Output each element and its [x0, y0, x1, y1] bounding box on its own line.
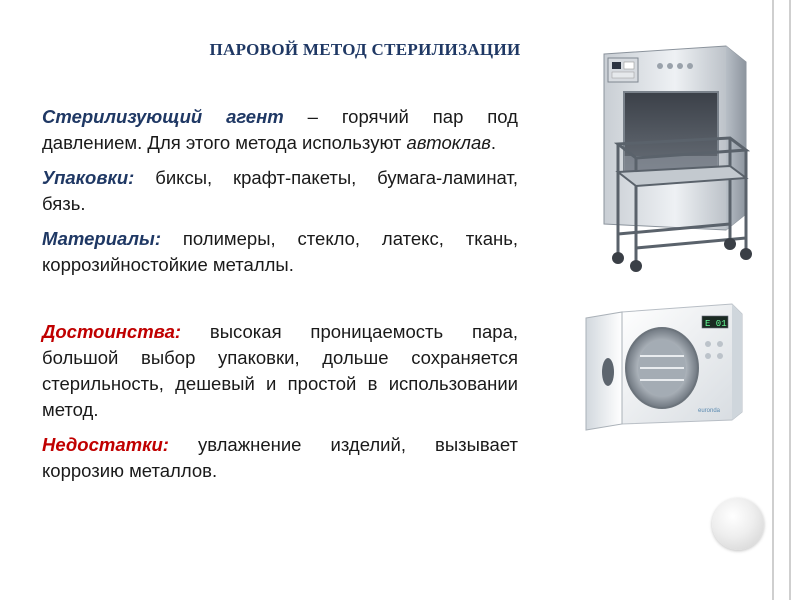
display-reading: E 01 [705, 319, 727, 329]
paragraph-packaging [42, 165, 518, 217]
content-text [42, 104, 518, 493]
decor-line [772, 0, 774, 600]
paragraph-agent [42, 104, 518, 156]
disadvantages-text: увлажнение изделий, вызывает коррозию металлов. [42, 434, 518, 481]
agent-emphasis: автоклав [406, 132, 491, 153]
agent-tail: . [490, 132, 497, 153]
paragraph-materials [42, 226, 518, 278]
label-advantages: Достоинства: [42, 321, 182, 342]
label-materials: Материалы: [42, 228, 162, 249]
autoclave-large-image [596, 44, 768, 272]
advantages-text: высокая проницаемость пара, большой выбор упаковки, дольше сохраняется стерильность, дешевый и простой в использовании метод. [42, 321, 518, 420]
agent-text: – горячий пар под давлением. Для этого метода используют [42, 106, 518, 153]
paragraph-disadvantages [42, 432, 518, 484]
page-title: ПАРОВОЙ МЕТОД СТЕРИЛИЗАЦИИ [209, 40, 521, 59]
label-packaging: Упаковки: [42, 167, 135, 188]
autoclave-small-image [582, 300, 744, 440]
label-agent: Стерилизующий агент [42, 106, 284, 127]
brand-text: euronda [698, 408, 721, 414]
decor-line [789, 0, 791, 600]
label-disadvantages: Недостатки: [42, 434, 169, 455]
decorative-circle [712, 498, 764, 550]
packaging-text: биксы, крафт-пакеты, бумага-ламинат, бязь. [42, 167, 518, 214]
paragraph-advantages [42, 319, 518, 423]
materials-text: полимеры, стекло, латекс, ткань, коррозийностойкие металлы. [42, 228, 518, 275]
